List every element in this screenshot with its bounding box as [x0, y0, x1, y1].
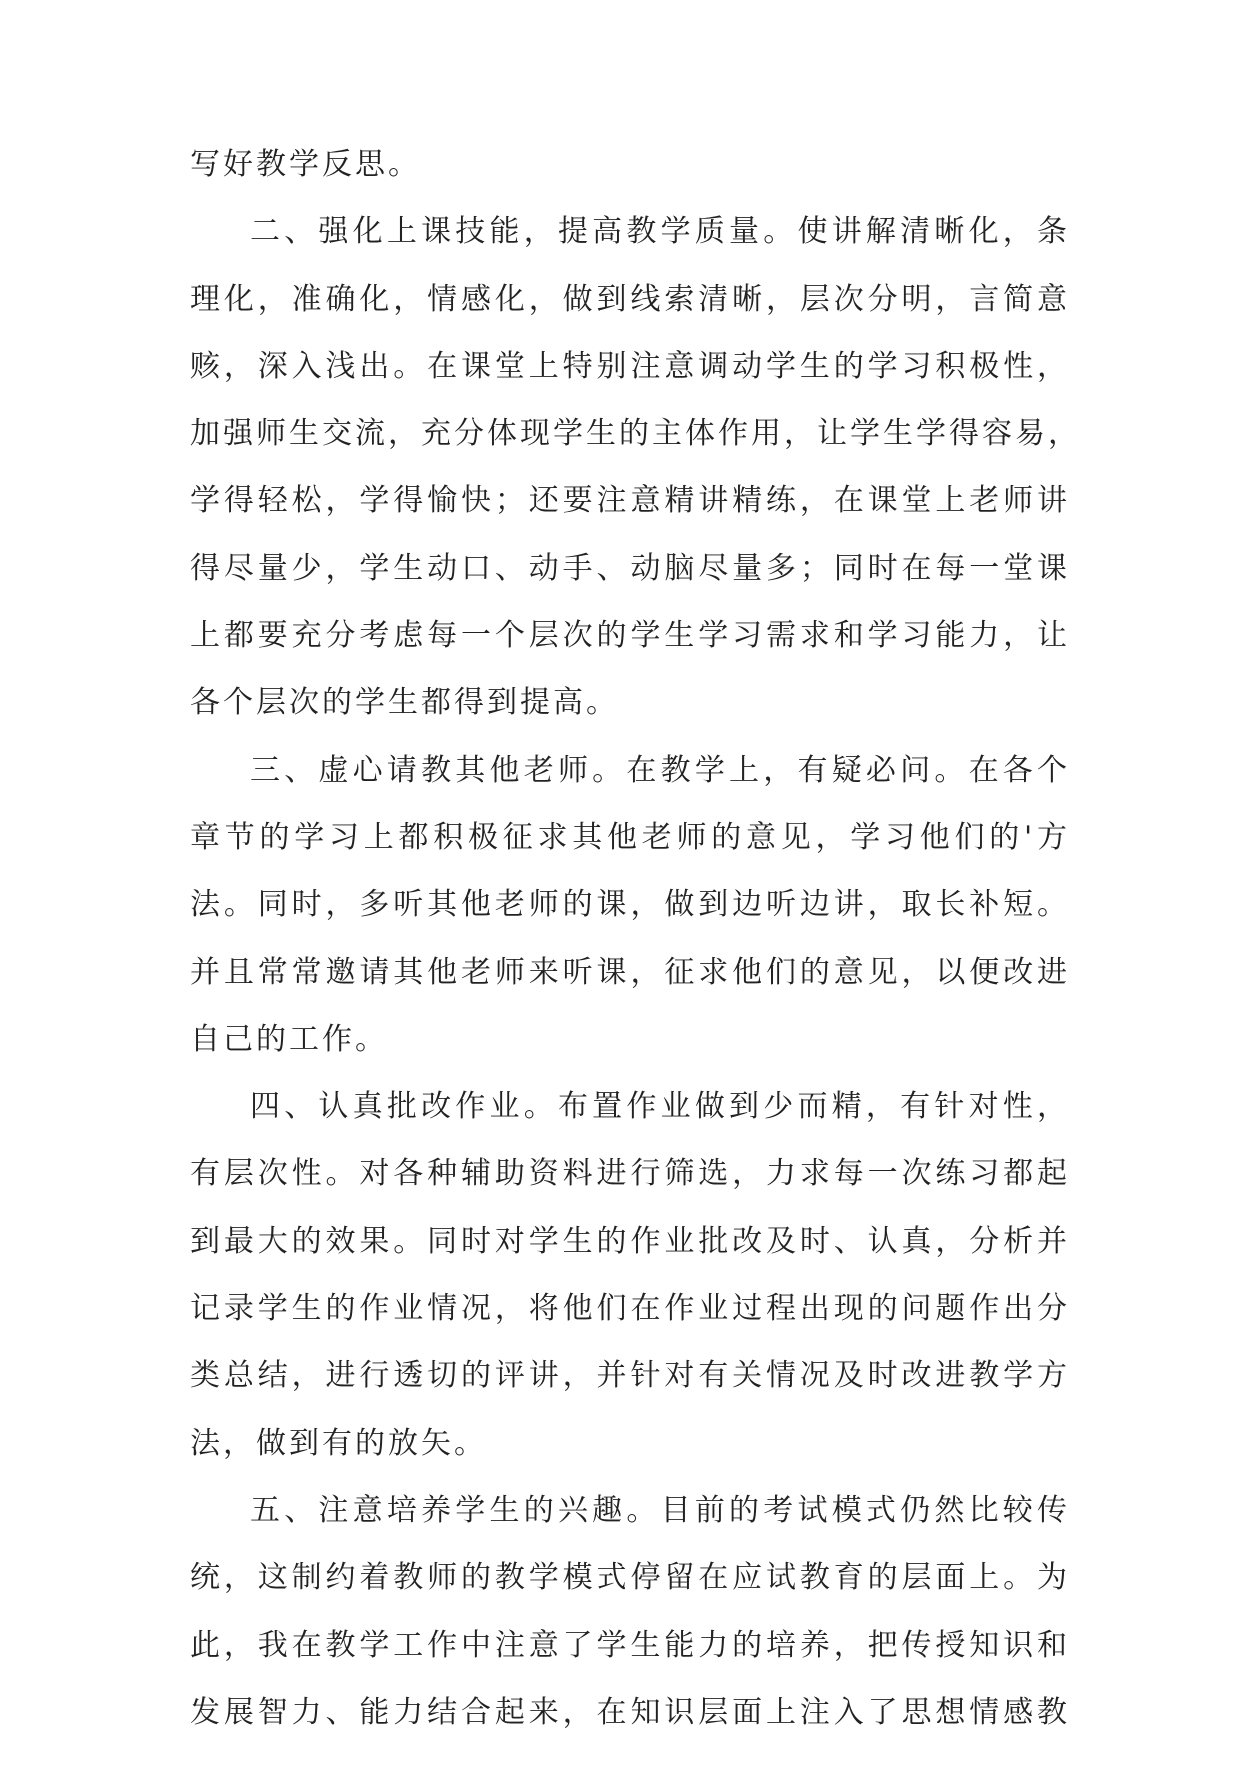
text-line: 统，这制约着教师的教学模式停留在应试教育的层面上。为 — [190, 1560, 1070, 1596]
text-line: 写好教学反思。 — [190, 147, 421, 182]
text-line: 理化，准确化，情感化，做到线索清晰，层次分明，言简意 — [190, 281, 1070, 317]
paragraph-start-line: 三、虚心请教其他老师。在教学上，有疑必问。在各个 — [250, 752, 1070, 788]
text-line: 赅，深入浅出。在课堂上特别注意调动学生的学习积极性， — [190, 348, 1070, 384]
text-line: 类总结，进行透切的评讲，并针对有关情况及时改进教学方 — [190, 1358, 1070, 1394]
text-line: 法。同时，多听其他老师的课，做到边听边讲，取长补短。 — [190, 887, 1070, 923]
text-line: 自己的工作。 — [190, 1021, 388, 1057]
text-line: 记录学生的作业情况，将他们在作业过程出现的问题作出分 — [190, 1291, 1070, 1327]
text-line: 并且常常邀请其他老师来听课，征求他们的意见，以便改进 — [190, 954, 1070, 990]
text-line: 有层次性。对各种辅助资料进行筛选，力求每一次练习都起 — [190, 1156, 1070, 1192]
body-text — [190, 147, 1081, 1765]
text-line: 章节的学习上都积极征求其他老师的意见，学习他们的'方 — [190, 819, 1070, 855]
text-line: 到最大的效果。同时对学生的作业批改及时、认真，分析并 — [190, 1223, 1070, 1259]
text-line: 学得轻松，学得愉快；还要注意精讲精练，在课堂上老师讲 — [190, 483, 1070, 519]
text-line: 得尽量少，学生动口、动手、动脑尽量多；同时在每一堂课 — [190, 550, 1070, 586]
text-line: 此，我在教学工作中注意了学生能力的培养，把传授知识和 — [190, 1627, 1070, 1663]
text-line: 上都要充分考虑每一个层次的学生学习需求和学习能力，让 — [190, 618, 1070, 654]
text-line: 加强师生交流，充分体现学生的主体作用，让学生学得容易， — [190, 416, 1081, 452]
text-line: 发展智力、能力结合起来，在知识层面上注入了思想情感教 — [190, 1694, 1070, 1730]
text-line: 各个层次的学生都得到提高。 — [190, 685, 619, 721]
paragraph-start-line: 四、认真批改作业。布置作业做到少而精，有针对性， — [250, 1089, 1070, 1125]
text-line: 法，做到有的放矢。 — [190, 1425, 487, 1461]
paragraph-start-line: 五、注意培养学生的兴趣。目前的考试模式仍然比较传 — [250, 1492, 1070, 1528]
paragraph-start-line: 二、强化上课技能，提高教学质量。使讲解清晰化，条 — [250, 214, 1070, 250]
